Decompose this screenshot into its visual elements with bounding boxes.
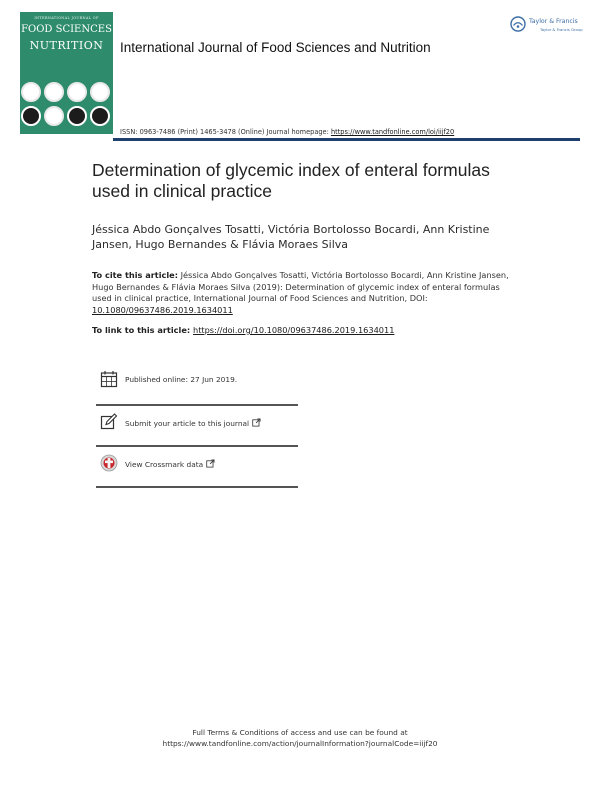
article-link-label: To link to this article: (92, 325, 193, 335)
published-online-text: Published online: 27 Jun 2019. (125, 375, 238, 384)
cover-circle (67, 82, 87, 102)
citation-text: Jéssica Abdo Gonçalves Tosatti, Victória Bortolosso Bocardi, Ann Kristine Jansen, Hugo Bernandes & Flávia Moraes Silva (2019): Determination of glycemic index of enteral formulas used in clinical practice, International Journal of Food Sciences and Nutrition, DOI: (92, 270, 509, 303)
cover-circle (21, 82, 41, 102)
issn-line (120, 128, 454, 136)
article-title: Determination of glycemic index of enteral formulas used in clinical practice (92, 160, 490, 201)
external-link-icon (206, 459, 215, 468)
crossmark-icon (100, 454, 118, 472)
article-link-line (92, 325, 394, 335)
cover-title-line2: NUTRITION (29, 39, 104, 52)
footer (0, 727, 600, 749)
crossmark-link[interactable] (125, 459, 215, 469)
article-authors: Jéssica Abdo Gonçalves Tosatti, Victória Bortolosso Bocardi, Ann Kristine Jansen, Hugo Bernandes & Flávia Moraes Silva (92, 223, 490, 251)
submit-article-icon (100, 413, 118, 431)
submit-article-link[interactable] (125, 418, 261, 428)
cover-circle (44, 82, 64, 102)
citation-doi-link[interactable]: 10.1080/09637486.2019.1634011 (92, 304, 233, 315)
published-online-row (96, 364, 298, 402)
journal-title: International Journal of Food Sciences and Nutrition (120, 40, 431, 55)
cover-title-line1: FOOD SCIENCES (21, 24, 112, 35)
crossmark-text: View Crossmark data (125, 460, 204, 469)
cover-top-text: INTERNATIONAL JOURNAL OF (34, 16, 99, 20)
journal-cover (20, 12, 113, 134)
publisher-logo[interactable] (510, 14, 586, 36)
row-divider (96, 404, 298, 406)
article-doi-link[interactable]: https://doi.org/10.1080/09637486.2019.1634011 (193, 325, 395, 335)
row-divider (96, 445, 298, 447)
submit-article-row[interactable] (96, 407, 298, 445)
citation-label: To cite this article: (92, 270, 178, 280)
cover-circle (44, 106, 64, 126)
external-link-icon (252, 418, 261, 427)
cover-circle (90, 106, 110, 126)
submit-article-text: Submit your article to this journal (125, 419, 250, 428)
footer-terms-link[interactable]: https://www.tandfonline.com/action/journalInformation?journalCode=iijf20 (162, 739, 438, 748)
calendar-icon (100, 370, 118, 388)
crossmark-row[interactable] (96, 448, 298, 486)
journal-homepage-link[interactable]: https://www.tandfonline.com/loi/iijf20 (330, 128, 455, 136)
citation-block (92, 270, 512, 316)
footer-terms-text: Full Terms & Conditions of access and use can be found at (192, 728, 408, 737)
publisher-logo-subtitle: Taylor & Francis Group (540, 27, 583, 32)
cover-circle (21, 106, 41, 126)
header-divider (113, 138, 580, 141)
cover-circle (90, 82, 110, 102)
row-divider (96, 486, 298, 488)
issn-text: ISSN: 0963-7486 (Print) 1465-3478 (Online) Journal homepage: (120, 128, 331, 136)
publisher-logo-icon (510, 16, 526, 32)
cover-circle (67, 106, 87, 126)
publisher-logo-name: Taylor & Francis (529, 18, 578, 25)
